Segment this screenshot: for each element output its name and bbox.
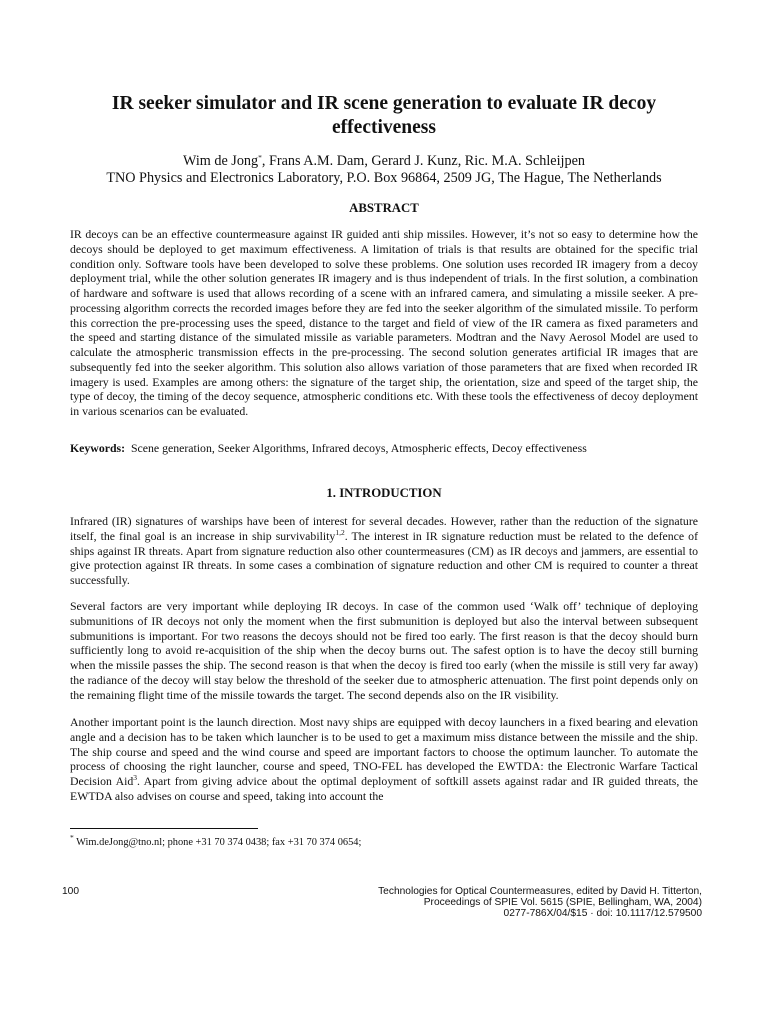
citation-line-1: Technologies for Optical Countermeasures, edited by David H. Titterton,	[378, 886, 702, 897]
intro-p1-text-a: Infrared (IR) signatures of warships have been of interest for several decades. However, rather than the reduction of the signature itself, the final goal is an increase in ship survivability	[70, 514, 698, 543]
page-number: 100	[62, 886, 79, 897]
author-footnote-marker: *	[258, 153, 262, 162]
paper-title: IR seeker simulator and IR scene generation to evaluate IR decoy effectiveness	[111, 93, 657, 138]
affiliation: TNO Physics and Electronics Laboratory, P.O. Box 96864, 2509 JG, The Hague, The Netherlands	[106, 170, 662, 186]
footnote-marker: *	[70, 833, 74, 842]
footnote-text: Wim.deJong@tno.nl; phone +31 70 374 0438; fax +31 70 374 0654;	[73, 837, 362, 848]
keywords	[70, 441, 698, 456]
intro-paragraph-2: Several factors are very important while deploying IR decoys. In case of the common used ‘Walk off’ technique of deploying submunitions of IR decoys not only the moment when the first submunition is deployed but also the interval between subsequent submunitions is important. For two reasons the decoys should not be fired too early. The first reason is that the decoy should burn sufficiently long to avoid re-acquisition of the ship when the decoy burns out. The safest option is to have the decoy still burning when the missile passes the ship. The second reason is that when the decoy is fired too early (when the missile is still very far away) the radiance of the decoy will stay below the threshold of the seeker due to atmospheric attenuation. The first point depends only on the remaining flight time of the missile towards the target. The second depends also on the IR visibility.	[70, 599, 698, 702]
abstract-body: IR decoys can be an effective countermeasure against IR guided anti ship missiles. However, it’s not so easy to determine how the decoys should be deployed to get maximum effectiveness. A limitation of trials is that results are obtained for the specific trial condition only. Software tools have been developed to solve these problems. One solution uses recorded IR imagery from a decoy deployment trial, while the other solution generates IR imagery and is thus independent of trials. In the first solution, a combination of hardware and software is used that allows recording of a scene with an infrared camera, and simulating a missile seeker. A pre-processing algorithm corrects the recorded images before they are fed into the seeker algorithm of the simulated missile. To perform this correction the pre-processing uses the speed, distance to the target and field of view of the IR camera as fixed parameters and the speed and starting distance of the simulated missile as variable parameters. Modtran and the Navy Aerosol Model are used to calculate the atmospheric transmission effects in the pre-processing. The second solution generates artificial IR images that are subsequently fed into the seeker algorithm. This solution also allows variation of those parameters that are fixed when recorded IR imagery is used. Examples are among others: the signature of the target ship, the orientation, size and speed of the target ship, the type of decoy, the timing of the decoy sequence, atmospheric conditions etc. With these tools the effectiveness of decoy deployment in various scenarios can be evaluated.	[70, 227, 698, 418]
citation-ref-1-2: 1,2	[335, 527, 345, 537]
abstract-heading: ABSTRACT	[349, 201, 419, 215]
footnote-divider	[70, 828, 258, 829]
intro-p3-text-b: . Apart from giving advice about the optimal deployment of softkill assets against radar and IR guided threats, the EWTDA also advises on course and speed, taking into account the	[70, 774, 698, 803]
intro-p3-text-a: Another important point is the launch direction. Most navy ships are equipped with decoy launchers in a fixed bearing and elevation angle and a decision has to be taken which launcher is to be used to get a maximum miss distance between the missile and the ship. The ship course and speed and the wind course and speed are important factors to choose the optimum launcher. To automate the process of choosing the right launcher, course and speed, TNO-FEL has developed the EWTDA: the Electronic Warfare Tactical Decision Aid	[70, 715, 698, 788]
intro-p1-text-b: . The interest in IR signature reduction must be related to the defence of ships against IR threats. Apart from signature reduction also other countermeasures (CM) as IR decoys and jammers, are essential to give protection against IR threats. In some cases a combination of signature reduction and other CM is required to counter a threat successfully.	[70, 528, 698, 587]
coauthor-names: , Frans A.M. Dam, Gerard J. Kunz, Ric. M.A. Schleijpen	[261, 153, 585, 169]
citation-line-2: Proceedings of SPIE Vol. 5615 (SPIE, Bellingham, WA, 2004)	[423, 897, 702, 909]
keywords-label: Keywords:	[70, 441, 126, 455]
author-footnote	[70, 833, 362, 849]
first-author-name: Wim de Jong	[183, 153, 259, 169]
intro-paragraph-1	[70, 514, 698, 588]
section-heading-introduction: 1. INTRODUCTION	[326, 486, 442, 500]
citation-ref-3: 3	[133, 773, 138, 782]
intro-paragraph-3	[70, 715, 698, 804]
citation-line-3: 0277-786X/04/$15 · doi: 10.1117/12.579500	[503, 908, 702, 920]
author-list	[70, 152, 698, 170]
proceedings-citation	[282, 886, 702, 920]
keywords-text: Scene generation, Seeker Algorithms, Infrared decoys, Atmospheric effects, Decoy effectiveness	[130, 441, 587, 455]
